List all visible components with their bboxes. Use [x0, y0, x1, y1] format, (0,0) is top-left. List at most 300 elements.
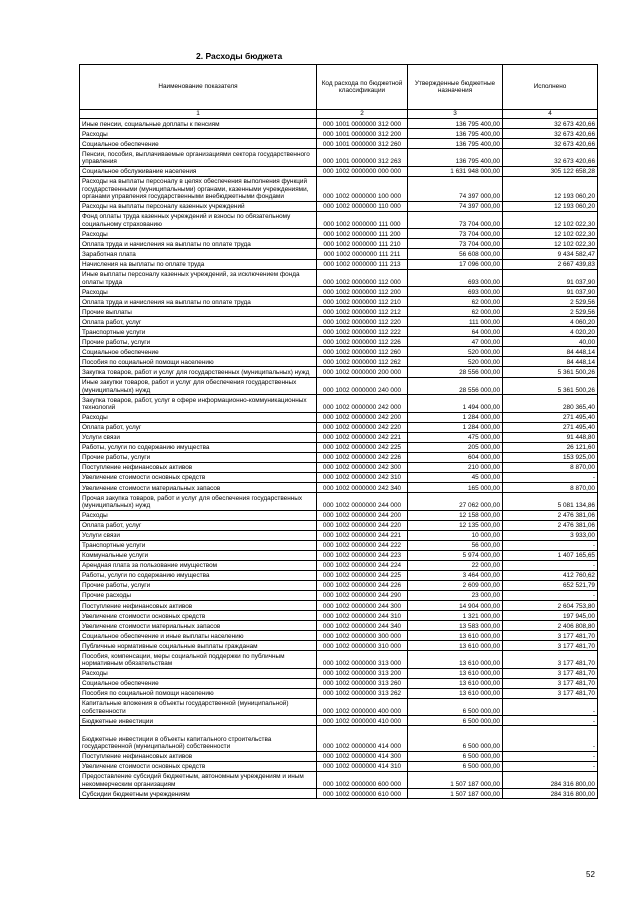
- cell-executed-amount: 5 361 500,26: [503, 367, 598, 377]
- cell-expense-code: 000 1002 0000000 244 224: [317, 560, 408, 570]
- cell-indicator-name: Иные выплаты персоналу казенных учреждений, за исключением фонда оплаты труда: [80, 269, 317, 287]
- table-row: [80, 641, 598, 651]
- table-row: [80, 239, 598, 249]
- cell-approved-amount: 73 704 000,00: [408, 211, 503, 229]
- cell-approved-amount: 56 000,00: [408, 540, 503, 550]
- cell-executed-amount: 280 365,40: [503, 395, 598, 413]
- cell-expense-code: 000 1002 0000000 414 300: [317, 751, 408, 761]
- cell-expense-code: 000 1002 0000000 244 310: [317, 611, 408, 621]
- cell-executed-amount: 2 406 808,80: [503, 621, 598, 631]
- cell-expense-code: 000 1002 0000000 313 262: [317, 688, 408, 698]
- cell-approved-amount: 1 631 948 000,00: [408, 166, 503, 176]
- cell-indicator-name: Увеличение стоимости материальных запасов: [80, 621, 317, 631]
- cell-expense-code: 000 1002 0000000 112 210: [317, 297, 408, 307]
- cell-executed-amount: -: [503, 726, 598, 751]
- cell-indicator-name: Коммунальные услуги: [80, 550, 317, 560]
- cell-executed-amount: 412 760,62: [503, 570, 598, 580]
- cell-approved-amount: 1 494 000,00: [408, 395, 503, 413]
- cell-indicator-name: Прочие работы, услуги: [80, 337, 317, 347]
- cell-executed-amount: 2 529,56: [503, 307, 598, 317]
- page-title: 2. Расходы бюджета: [196, 51, 283, 61]
- cell-approved-amount: 136 795 400,00: [408, 139, 503, 149]
- cell-approved-amount: 74 397 000,00: [408, 201, 503, 211]
- cell-approved-amount: 13 610 000,00: [408, 678, 503, 688]
- table-row: [80, 688, 598, 698]
- cell-indicator-name: Транспортные услуги: [80, 540, 317, 550]
- cell-indicator-name: Субсидии бюджетным учреждениям: [80, 789, 317, 799]
- cell-indicator-name: Социальное обеспечение: [80, 139, 317, 149]
- cell-indicator-name: Расходы: [80, 510, 317, 520]
- cell-approved-amount: 1 284 000,00: [408, 422, 503, 432]
- cell-executed-amount: 4 060,20: [503, 317, 598, 327]
- cell-approved-amount: 28 556 000,00: [408, 367, 503, 377]
- cell-indicator-name: Социальное обеспечение и иные выплаты населению: [80, 631, 317, 641]
- cell-approved-amount: 22 000,00: [408, 560, 503, 570]
- cell-indicator-name: Социальное обслуживание населения: [80, 166, 317, 176]
- table-row: [80, 201, 598, 211]
- cell-approved-amount: 3 464 000,00: [408, 570, 503, 580]
- cell-executed-amount: -: [503, 751, 598, 761]
- cell-expense-code: 000 1002 0000000 242 310: [317, 472, 408, 482]
- cell-indicator-name: Фонд оплаты труда казенных учреждений и взносы по обязательному социальному страхованию: [80, 211, 317, 229]
- cell-indicator-name: Расходы: [80, 668, 317, 678]
- cell-expense-code: 000 1002 0000000 112 000: [317, 269, 408, 287]
- cell-approved-amount: 520 000,00: [408, 347, 503, 357]
- cell-executed-amount: 12 102 022,30: [503, 229, 598, 239]
- cell-expense-code: 000 1002 0000000 414 310: [317, 761, 408, 771]
- table-row: [80, 287, 598, 297]
- table-row: [80, 761, 598, 771]
- cell-executed-amount: 197 945,00: [503, 611, 598, 621]
- cell-indicator-name: Прочие работы, услуги: [80, 580, 317, 590]
- table-row: [80, 580, 598, 590]
- cell-expense-code: 000 1002 0000000 111 200: [317, 229, 408, 239]
- table-row: [80, 412, 598, 422]
- table-row: [80, 452, 598, 462]
- cell-executed-amount: 153 925,00: [503, 452, 598, 462]
- cell-expense-code: 000 1002 0000000 313 200: [317, 668, 408, 678]
- cell-expense-code: 000 1002 0000000 244 300: [317, 600, 408, 610]
- cell-executed-amount: 8 870,00: [503, 482, 598, 492]
- table-body: [80, 119, 598, 799]
- table-row: [80, 540, 598, 550]
- cell-approved-amount: 13 610 000,00: [408, 641, 503, 651]
- table-row: [80, 327, 598, 337]
- cell-expense-code: 000 1002 0000000 244 226: [317, 580, 408, 590]
- cell-expense-code: 000 1002 0000000 244 225: [317, 570, 408, 580]
- cell-indicator-name: Расходы на выплаты персоналу в целях обеспечения выполнения функций государственными (муниципальными) органами, казенными учреждениями, органами управления государственными внебюджетными фондами: [80, 176, 317, 201]
- cell-approved-amount: 1 284 000,00: [408, 412, 503, 422]
- cell-indicator-name: Пенсии, пособия, выплачиваемые организациями сектора государственного управления: [80, 149, 317, 167]
- cell-expense-code: 000 1002 0000000 112 220: [317, 317, 408, 327]
- table-row: [80, 269, 598, 287]
- column-number: 3: [408, 110, 503, 119]
- cell-approved-amount: 6 500 000,00: [408, 716, 503, 726]
- cell-indicator-name: Прочие выплаты: [80, 307, 317, 317]
- table-row: [80, 442, 598, 452]
- cell-executed-amount: -: [503, 560, 598, 570]
- cell-executed-amount: 3 177 481,70: [503, 688, 598, 698]
- cell-approved-amount: 56 608 000,00: [408, 249, 503, 259]
- cell-indicator-name: Начисления на выплаты по оплате труда: [80, 259, 317, 269]
- cell-approved-amount: 136 795 400,00: [408, 129, 503, 139]
- cell-approved-amount: 14 904 000,00: [408, 600, 503, 610]
- cell-expense-code: 000 1002 0000000 244 200: [317, 510, 408, 520]
- cell-expense-code: 000 1002 0000000 300 000: [317, 631, 408, 641]
- cell-indicator-name: Транспортные услуги: [80, 327, 317, 337]
- cell-approved-amount: 12 135 000,00: [408, 520, 503, 530]
- cell-approved-amount: 64 000,00: [408, 327, 503, 337]
- cell-executed-amount: 26 121,60: [503, 442, 598, 452]
- cell-indicator-name: Бюджетные инвестиции: [80, 716, 317, 726]
- cell-expense-code: 000 1002 0000000 242 221: [317, 432, 408, 442]
- cell-executed-amount: 5 081 134,86: [503, 493, 598, 511]
- cell-indicator-name: Увеличение стоимости основных средств: [80, 611, 317, 621]
- cell-expense-code: 000 1002 0000000 242 000: [317, 395, 408, 413]
- cell-expense-code: 000 1002 0000000 313 000: [317, 651, 408, 669]
- table-row: [80, 229, 598, 239]
- table-row: [80, 698, 598, 716]
- table-row: [80, 621, 598, 631]
- cell-expense-code: 000 1002 0000000 000 000: [317, 166, 408, 176]
- column-number: 1: [80, 110, 317, 119]
- cell-expense-code: 000 1001 0000000 312 260: [317, 139, 408, 149]
- expenditure-table: [79, 64, 598, 799]
- cell-approved-amount: 10 000,00: [408, 530, 503, 540]
- cell-expense-code: 000 1002 0000000 112 222: [317, 327, 408, 337]
- table-row: [80, 166, 598, 176]
- table-row: [80, 771, 598, 789]
- table-row: [80, 716, 598, 726]
- cell-indicator-name: Предоставление субсидий бюджетным, автономным учреждениям и иным некоммерческим организациям: [80, 771, 317, 789]
- cell-expense-code: 000 1002 0000000 610 000: [317, 789, 408, 799]
- cell-approved-amount: 693 000,00: [408, 269, 503, 287]
- cell-executed-amount: 284 316 800,00: [503, 789, 598, 799]
- table-row: [80, 297, 598, 307]
- cell-approved-amount: 520 000,00: [408, 357, 503, 367]
- cell-expense-code: 000 1002 0000000 111 210: [317, 239, 408, 249]
- cell-executed-amount: 4 020,20: [503, 327, 598, 337]
- cell-executed-amount: 40,00: [503, 337, 598, 347]
- cell-approved-amount: 693 000,00: [408, 287, 503, 297]
- cell-executed-amount: 12 193 060,20: [503, 176, 598, 201]
- cell-expense-code: 000 1002 0000000 111 211: [317, 249, 408, 259]
- cell-indicator-name: Прочие работы, услуги: [80, 452, 317, 462]
- cell-executed-amount: 84 448,14: [503, 347, 598, 357]
- table-row: [80, 651, 598, 669]
- table-row: [80, 149, 598, 167]
- cell-indicator-name: Капитальные вложения в объекты государственной (муниципальной) собственности: [80, 698, 317, 716]
- cell-executed-amount: 2 604 753,80: [503, 600, 598, 610]
- column-number: 2: [317, 110, 408, 119]
- cell-approved-amount: 13 610 000,00: [408, 631, 503, 641]
- cell-indicator-name: Иные закупки товаров, работ и услуг для обеспечения государственных (муниципальных) нужд: [80, 377, 317, 395]
- cell-expense-code: 000 1002 0000000 244 221: [317, 530, 408, 540]
- table-row: [80, 570, 598, 580]
- cell-approved-amount: 62 000,00: [408, 307, 503, 317]
- cell-approved-amount: 1 507 187 000,00: [408, 771, 503, 789]
- cell-indicator-name: Арендная плата за пользование имуществом: [80, 560, 317, 570]
- cell-executed-amount: -: [503, 698, 598, 716]
- cell-expense-code: 000 1002 0000000 240 000: [317, 377, 408, 395]
- cell-approved-amount: 475 000,00: [408, 432, 503, 442]
- cell-approved-amount: 13 610 000,00: [408, 668, 503, 678]
- cell-expense-code: 000 1002 0000000 244 223: [317, 550, 408, 560]
- cell-approved-amount: 73 704 000,00: [408, 229, 503, 239]
- cell-indicator-name: Закупка товаров, работ и услуг для государственных (муниципальных) нужд: [80, 367, 317, 377]
- cell-executed-amount: -: [503, 540, 598, 550]
- cell-indicator-name: Поступление нефинансовых активов: [80, 462, 317, 472]
- cell-approved-amount: 1 321 000,00: [408, 611, 503, 621]
- cell-indicator-name: Работы, услуги по содержанию имущества: [80, 442, 317, 452]
- table-row: [80, 520, 598, 530]
- cell-expense-code: 000 1002 0000000 100 000: [317, 176, 408, 201]
- cell-expense-code: 000 1002 0000000 112 212: [317, 307, 408, 317]
- cell-executed-amount: 12 102 022,30: [503, 239, 598, 249]
- cell-approved-amount: 45 000,00: [408, 472, 503, 482]
- table-row: [80, 482, 598, 492]
- cell-approved-amount: 136 795 400,00: [408, 119, 503, 129]
- cell-approved-amount: 5 974 000,00: [408, 550, 503, 560]
- table-row: [80, 307, 598, 317]
- table-row: [80, 493, 598, 511]
- cell-indicator-name: Пособия по социальной помощи населению: [80, 688, 317, 698]
- cell-executed-amount: 84 448,14: [503, 357, 598, 367]
- table-row: [80, 462, 598, 472]
- cell-executed-amount: 3 177 481,70: [503, 641, 598, 651]
- table-row: [80, 550, 598, 560]
- cell-executed-amount: 3 177 481,70: [503, 651, 598, 669]
- cell-expense-code: 000 1002 0000000 310 000: [317, 641, 408, 651]
- cell-approved-amount: 23 000,00: [408, 590, 503, 600]
- cell-approved-amount: 12 158 000,00: [408, 510, 503, 520]
- cell-executed-amount: 3 933,00: [503, 530, 598, 540]
- table-row: [80, 129, 598, 139]
- table-row: [80, 726, 598, 751]
- cell-approved-amount: 136 795 400,00: [408, 149, 503, 167]
- table-row: [80, 600, 598, 610]
- table-row: [80, 472, 598, 482]
- cell-executed-amount: 2 476 381,06: [503, 510, 598, 520]
- cell-approved-amount: 205 000,00: [408, 442, 503, 452]
- cell-approved-amount: 2 609 000,00: [408, 580, 503, 590]
- cell-indicator-name: Увеличение стоимости основных средств: [80, 472, 317, 482]
- cell-indicator-name: Поступление нефинансовых активов: [80, 751, 317, 761]
- table-row: [80, 176, 598, 201]
- cell-expense-code: 000 1002 0000000 200 000: [317, 367, 408, 377]
- header-executed: Исполнено: [503, 65, 598, 110]
- cell-expense-code: 000 1002 0000000 244 290: [317, 590, 408, 600]
- cell-approved-amount: 6 500 000,00: [408, 698, 503, 716]
- table-row: [80, 377, 598, 395]
- cell-indicator-name: Увеличение стоимости материальных запасов: [80, 482, 317, 492]
- cell-indicator-name: Увеличение стоимости основных средств: [80, 761, 317, 771]
- table-row: [80, 751, 598, 761]
- cell-approved-amount: 111 000,00: [408, 317, 503, 327]
- cell-expense-code: 000 1002 0000000 244 220: [317, 520, 408, 530]
- cell-executed-amount: 91 037,90: [503, 287, 598, 297]
- cell-expense-code: 000 1002 0000000 400 000: [317, 698, 408, 716]
- cell-expense-code: 000 1002 0000000 111 213: [317, 259, 408, 269]
- table-row: [80, 395, 598, 413]
- cell-indicator-name: Оплата труда и начисления на выплаты по оплате труда: [80, 297, 317, 307]
- table-row: [80, 668, 598, 678]
- cell-expense-code: 000 1002 0000000 242 300: [317, 462, 408, 472]
- cell-executed-amount: 32 673 420,66: [503, 129, 598, 139]
- header-approved-appropriations: Утвержденные бюджетные назначения: [408, 65, 503, 110]
- cell-executed-amount: 305 122 658,28: [503, 166, 598, 176]
- cell-approved-amount: 17 096 000,00: [408, 259, 503, 269]
- cell-executed-amount: 2 667 439,83: [503, 259, 598, 269]
- cell-executed-amount: 8 870,00: [503, 462, 598, 472]
- cell-expense-code: 000 1001 0000000 312 200: [317, 129, 408, 139]
- cell-indicator-name: Оплата работ, услуг: [80, 422, 317, 432]
- cell-executed-amount: 2 529,56: [503, 297, 598, 307]
- cell-approved-amount: 73 704 000,00: [408, 239, 503, 249]
- cell-approved-amount: 28 556 000,00: [408, 377, 503, 395]
- cell-indicator-name: Бюджетные инвестиции в объекты капитального строительства государственной (муниципальной) собственности: [80, 726, 317, 751]
- cell-indicator-name: Иные пенсии, социальные доплаты к пенсиям: [80, 119, 317, 129]
- table-row: [80, 337, 598, 347]
- table-row: [80, 357, 598, 367]
- cell-indicator-name: Прочая закупка товаров, работ и услуг для обеспечения государственных (муниципальных) нужд: [80, 493, 317, 511]
- table-row: [80, 317, 598, 327]
- table-row: [80, 678, 598, 688]
- cell-approved-amount: 47 000,00: [408, 337, 503, 347]
- cell-approved-amount: 210 000,00: [408, 462, 503, 472]
- table-row: [80, 560, 598, 570]
- cell-executed-amount: 32 673 420,66: [503, 149, 598, 167]
- cell-executed-amount: 271 495,40: [503, 422, 598, 432]
- table-row: [80, 249, 598, 259]
- cell-expense-code: 000 1001 0000000 312 000: [317, 119, 408, 129]
- cell-indicator-name: Расходы на выплаты персоналу казенных учреждений: [80, 201, 317, 211]
- cell-expense-code: 000 1002 0000000 112 200: [317, 287, 408, 297]
- cell-approved-amount: 165 000,00: [408, 482, 503, 492]
- table-row: [80, 611, 598, 621]
- cell-indicator-name: Оплата работ, услуг: [80, 520, 317, 530]
- cell-indicator-name: Услуги связи: [80, 432, 317, 442]
- cell-executed-amount: 3 177 481,70: [503, 631, 598, 641]
- table-row: [80, 422, 598, 432]
- cell-expense-code: 000 1002 0000000 242 220: [317, 422, 408, 432]
- cell-executed-amount: 3 177 481,70: [503, 678, 598, 688]
- table-row: [80, 789, 598, 799]
- cell-expense-code: 000 1002 0000000 242 340: [317, 482, 408, 492]
- cell-expense-code: 000 1002 0000000 414 000: [317, 726, 408, 751]
- column-number-row: [80, 110, 598, 119]
- cell-indicator-name: Социальное обеспечение: [80, 347, 317, 357]
- cell-expense-code: 000 1002 0000000 244 222: [317, 540, 408, 550]
- cell-indicator-name: Пособия, компенсации, меры социальной поддержки по публичным нормативным обязательствам: [80, 651, 317, 669]
- cell-indicator-name: Прочие расходы: [80, 590, 317, 600]
- cell-approved-amount: 13 610 000,00: [408, 651, 503, 669]
- cell-expense-code: 000 1002 0000000 600 000: [317, 771, 408, 789]
- cell-expense-code: 000 1002 0000000 244 340: [317, 621, 408, 631]
- cell-executed-amount: -: [503, 590, 598, 600]
- cell-executed-amount: 2 476 381,06: [503, 520, 598, 530]
- cell-executed-amount: 5 361 500,26: [503, 377, 598, 395]
- table-row: [80, 510, 598, 520]
- header-indicator-name: Наименование показателя: [80, 65, 317, 110]
- cell-expense-code: 000 1001 0000000 312 263: [317, 149, 408, 167]
- cell-executed-amount: 32 673 420,66: [503, 119, 598, 129]
- cell-approved-amount: 13 610 000,00: [408, 688, 503, 698]
- cell-expense-code: 000 1002 0000000 242 225: [317, 442, 408, 452]
- cell-expense-code: 000 1002 0000000 110 000: [317, 201, 408, 211]
- table-row: [80, 119, 598, 129]
- cell-executed-amount: 12 102 022,30: [503, 211, 598, 229]
- cell-approved-amount: 1 507 187 000,00: [408, 789, 503, 799]
- cell-expense-code: 000 1002 0000000 244 000: [317, 493, 408, 511]
- cell-indicator-name: Расходы: [80, 229, 317, 239]
- cell-expense-code: 000 1002 0000000 112 226: [317, 337, 408, 347]
- cell-expense-code: 000 1002 0000000 242 200: [317, 412, 408, 422]
- cell-expense-code: 000 1002 0000000 313 260: [317, 678, 408, 688]
- cell-indicator-name: Работы, услуги по содержанию имущества: [80, 570, 317, 580]
- cell-indicator-name: Услуги связи: [80, 530, 317, 540]
- cell-expense-code: 000 1002 0000000 242 226: [317, 452, 408, 462]
- table-header-row: [80, 65, 598, 110]
- column-number: 4: [503, 110, 598, 119]
- cell-executed-amount: 91 448,80: [503, 432, 598, 442]
- cell-executed-amount: 9 434 582,47: [503, 249, 598, 259]
- cell-executed-amount: 12 193 060,20: [503, 201, 598, 211]
- cell-approved-amount: 13 583 000,00: [408, 621, 503, 631]
- cell-expense-code: 000 1002 0000000 112 260: [317, 347, 408, 357]
- cell-executed-amount: 284 316 800,00: [503, 771, 598, 789]
- cell-executed-amount: 271 495,40: [503, 412, 598, 422]
- cell-indicator-name: Публичные нормативные социальные выплаты гражданам: [80, 641, 317, 651]
- cell-indicator-name: Социальное обеспечение: [80, 678, 317, 688]
- cell-approved-amount: 6 500 000,00: [408, 751, 503, 761]
- cell-approved-amount: 6 500 000,00: [408, 761, 503, 771]
- cell-executed-amount: -: [503, 761, 598, 771]
- cell-indicator-name: Расходы: [80, 129, 317, 139]
- table-row: [80, 211, 598, 229]
- cell-indicator-name: Оплата работ, услуг: [80, 317, 317, 327]
- table-row: [80, 432, 598, 442]
- cell-indicator-name: Расходы: [80, 412, 317, 422]
- cell-indicator-name: Пособия по социальной помощи населению: [80, 357, 317, 367]
- header-expense-code: Код расхода по бюджетной классификации: [317, 65, 408, 110]
- table-row: [80, 367, 598, 377]
- cell-approved-amount: 6 500 000,00: [408, 726, 503, 751]
- page-number: 52: [586, 870, 595, 879]
- cell-expense-code: 000 1002 0000000 410 000: [317, 716, 408, 726]
- cell-executed-amount: 1 407 165,65: [503, 550, 598, 560]
- cell-executed-amount: -: [503, 472, 598, 482]
- cell-approved-amount: 74 397 000,00: [408, 176, 503, 201]
- cell-executed-amount: -: [503, 716, 598, 726]
- cell-approved-amount: 604 000,00: [408, 452, 503, 462]
- cell-indicator-name: Оплата труда и начисления на выплаты по оплате труда: [80, 239, 317, 249]
- cell-approved-amount: 27 062 000,00: [408, 493, 503, 511]
- cell-indicator-name: Закупка товаров, работ, услуг в сфере информационно-коммуникационных технологий: [80, 395, 317, 413]
- cell-approved-amount: 62 000,00: [408, 297, 503, 307]
- cell-indicator-name: Расходы: [80, 287, 317, 297]
- cell-executed-amount: 652 521,79: [503, 580, 598, 590]
- table-row: [80, 590, 598, 600]
- cell-executed-amount: 32 673 420,66: [503, 139, 598, 149]
- cell-executed-amount: 91 037,90: [503, 269, 598, 287]
- table-row: [80, 259, 598, 269]
- cell-indicator-name: Поступление нефинансовых активов: [80, 600, 317, 610]
- table-row: [80, 530, 598, 540]
- cell-expense-code: 000 1002 0000000 112 262: [317, 357, 408, 367]
- cell-executed-amount: 3 177 481,70: [503, 668, 598, 678]
- table-row: [80, 631, 598, 641]
